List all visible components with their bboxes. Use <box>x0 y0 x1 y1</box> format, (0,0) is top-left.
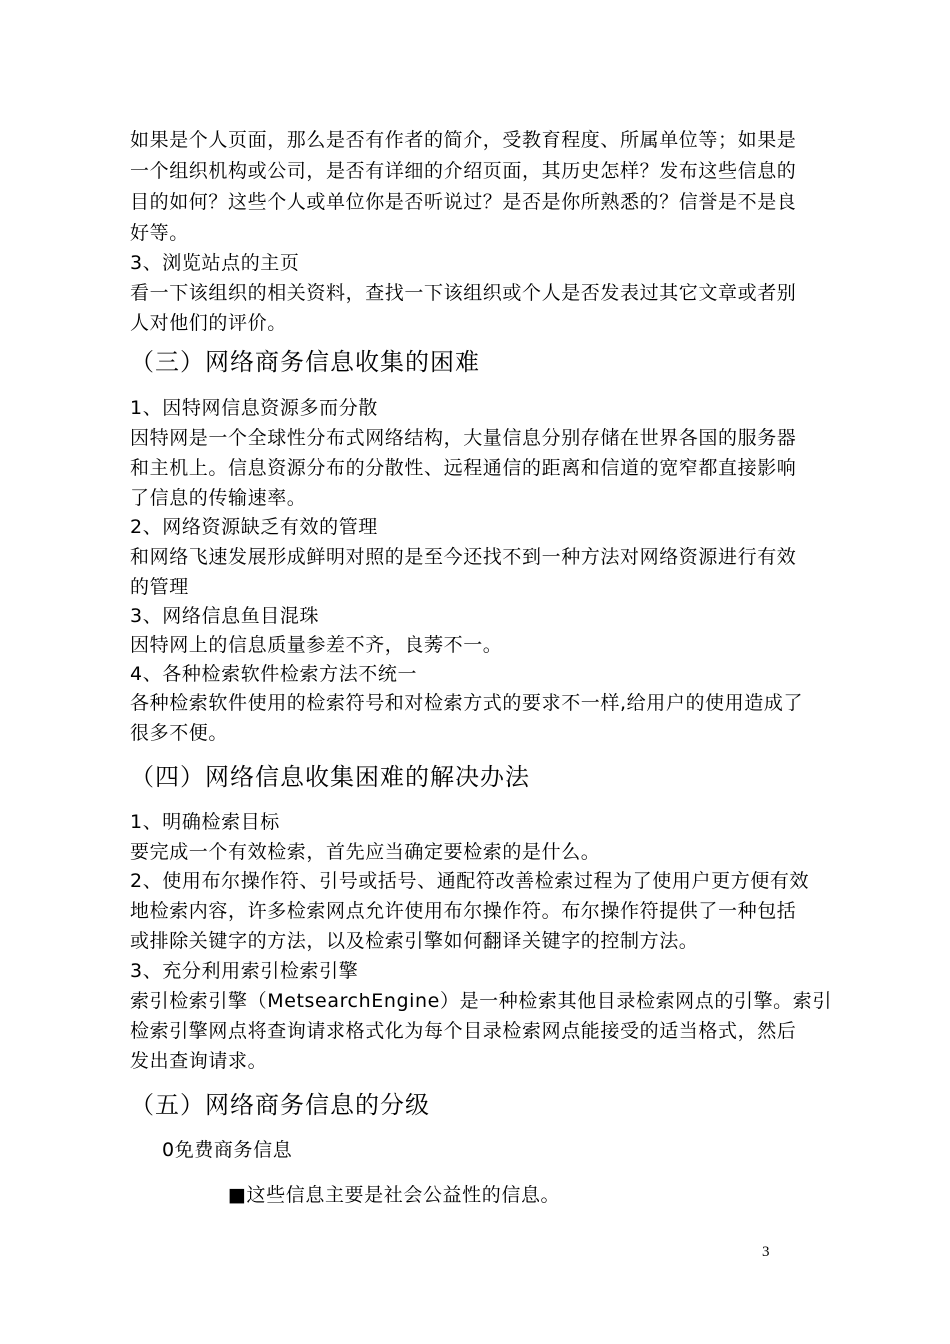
paragraph-line: 各种检索软件使用的检索符号和对检索方式的要求不一样,给用户的使用造成了 <box>130 692 804 714</box>
paragraph-line: 因特网是一个全球性分布式网络结构，大量信息分别存储在世界各国的服务器 <box>130 427 797 449</box>
paragraph-line: 了信息的传输速率。 <box>130 487 307 509</box>
paragraph-line: 看一下该组织的相关资料，查找一下该组织或个人是否发表过其它文章或者别 <box>130 282 797 304</box>
list-item-level-1: 0免费商务信息 <box>162 1139 293 1161</box>
subheading: 3、充分利用索引检索引擎 <box>130 960 359 982</box>
paragraph-line: 地检索内容，许多检索网点允许使用布尔操作符。布尔操作符提供了一种包括 <box>130 900 797 922</box>
paragraph-line: 和网络飞速发展形成鲜明对照的是至今还找不到一种方法对网络资源进行有效 <box>130 546 797 568</box>
section-heading-4: （四）网络信息收集困难的解决办法 <box>130 763 530 791</box>
paragraph-line: 好等。 <box>130 222 189 244</box>
paragraph-line: 很多不便。 <box>130 722 229 744</box>
list-item-level-2: ■这些信息主要是社会公益性的信息。 <box>228 1184 561 1206</box>
paragraph-line: 要完成一个有效检索，首先应当确定要检索的是什么。 <box>130 841 601 863</box>
paragraph-line: 检索引擎网点将查询请求格式化为每个目录检索网点能接受的适当格式，然后 <box>130 1020 797 1042</box>
paragraph-line: 和主机上。信息资源分布的分散性、远程通信的距离和信道的宽窄都直接影响 <box>130 457 797 479</box>
subheading: 3、网络信息鱼目混珠 <box>130 605 320 627</box>
paragraph-line: 一个组织机构或公司，是否有详细的介绍页面，其历史怎样？发布这些信息的 <box>130 160 797 182</box>
subheading: 2、使用布尔操作符、引号或括号、通配符改善检索过程为了使用户更方便有效 <box>130 870 810 892</box>
paragraph-line: 因特网上的信息质量参差不齐，良莠不一。 <box>130 634 503 656</box>
paragraph-line: 或排除关键字的方法，以及检索引擎如何翻译关键字的控制方法。 <box>130 930 699 952</box>
paragraph-line: 的管理 <box>130 576 189 598</box>
page-number: 3 <box>762 1244 770 1260</box>
paragraph-line: 发出查询请求。 <box>130 1050 268 1072</box>
subheading: 1、因特网信息资源多而分散 <box>130 397 378 419</box>
paragraph-line: 如果是个人页面，那么是否有作者的简介，受教育程度、所属单位等；如果是 <box>130 129 797 151</box>
paragraph-line: 目的如何？这些个人或单位你是否听说过？是否是你所熟悉的？信誉是不是良 <box>130 191 797 213</box>
paragraph-line: 索引检索引擎（MetsearchEngine）是一种检索其他目录检索网点的引擎。索引 <box>130 990 832 1012</box>
subheading: 3、浏览站点的主页 <box>130 252 300 274</box>
subheading: 4、各种检索软件检索方法不统一 <box>130 663 418 685</box>
subheading: 2、网络资源缺乏有效的管理 <box>130 516 378 538</box>
section-heading-5: （五）网络商务信息的分级 <box>130 1091 430 1119</box>
paragraph-line: 人对他们的评价。 <box>130 312 287 334</box>
subheading: 1、明确检索目标 <box>130 811 280 833</box>
section-heading-3: （三）网络商务信息收集的困难 <box>130 348 480 376</box>
